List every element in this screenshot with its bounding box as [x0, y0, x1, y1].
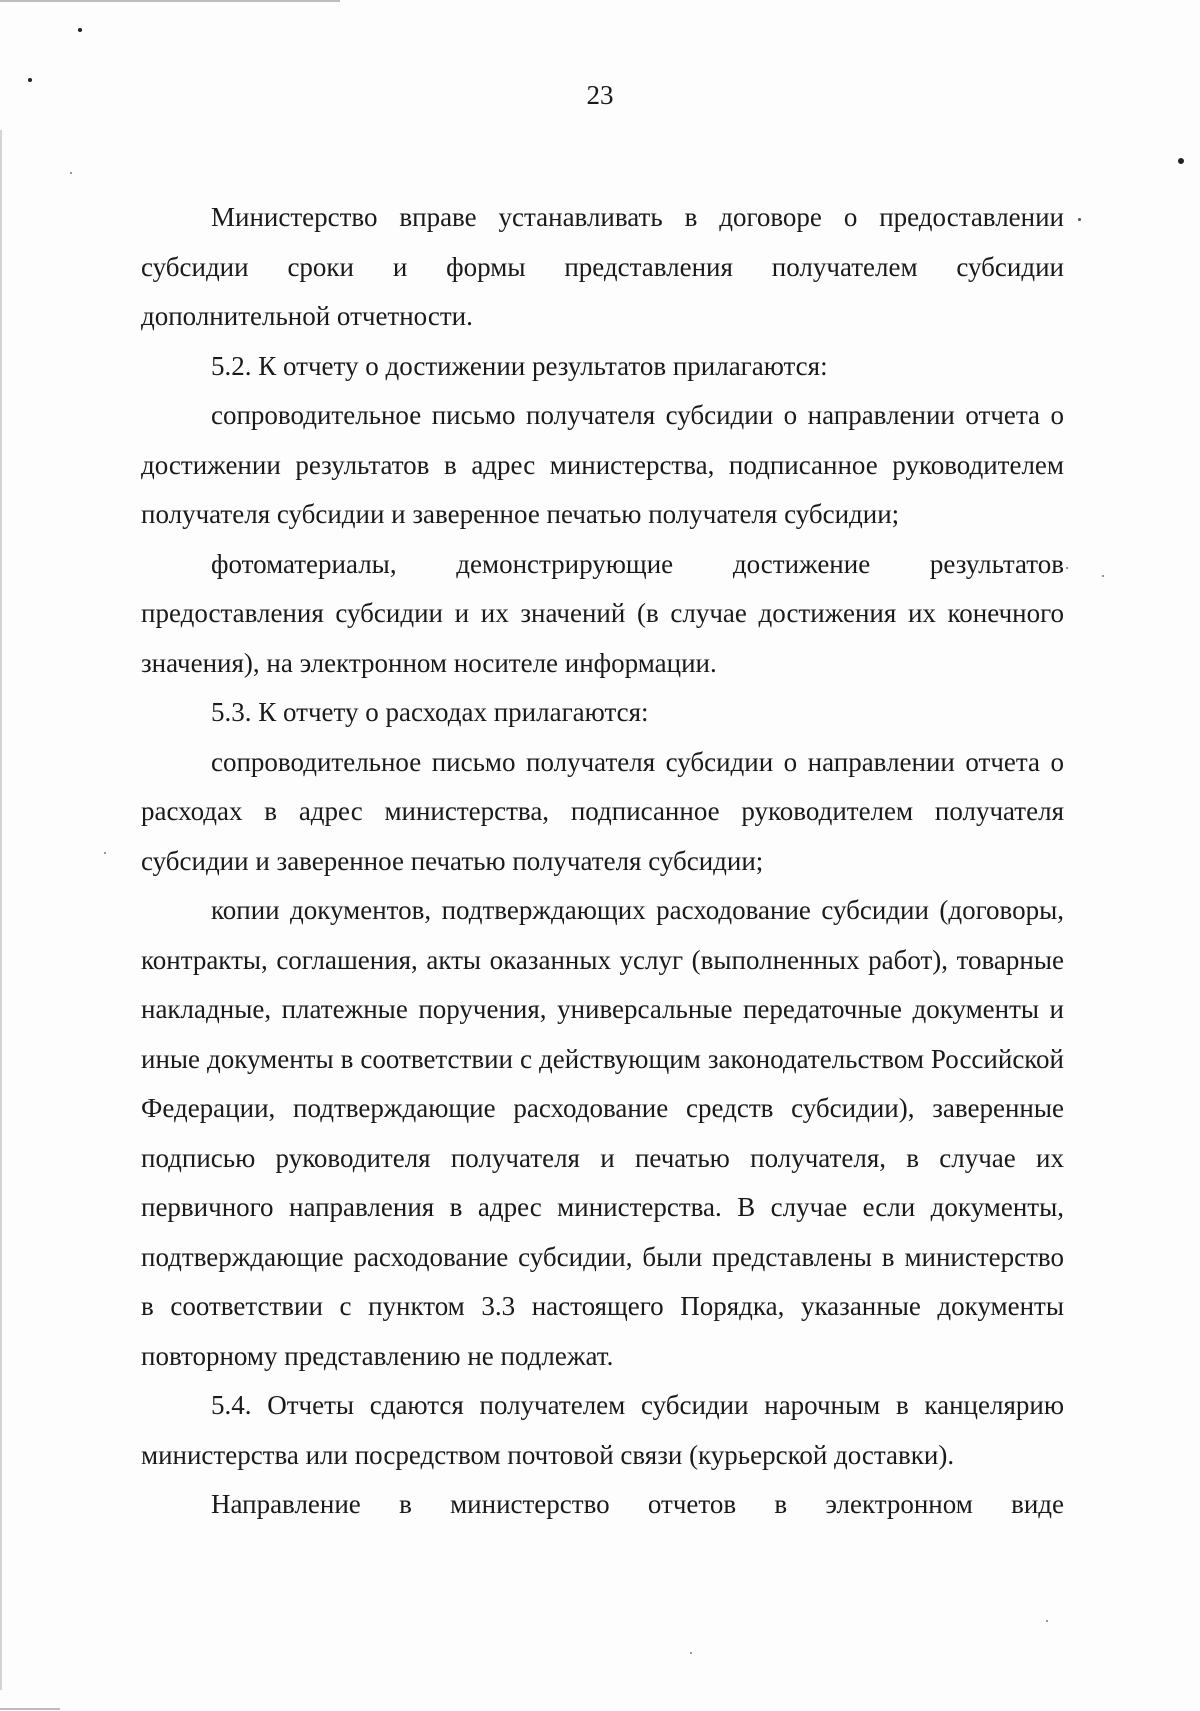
page-number: 23 [586, 80, 614, 110]
paragraph-additional-reporting: Министерство вправе устанавливать в договоре о предоставлении субсидии сроки и формы представления получателем субсидии дополнительной отчетности. [141, 202, 1064, 331]
paragraph-5-2-cover-letter: сопроводительное письмо получателя субсидии о направлении отчета о достижении результатов в адрес министерства, подписанное руководителем получателя субсидии и заверенное печатью получателя субсидии; [141, 400, 1064, 529]
scan-speck [1066, 567, 1068, 569]
scan-edge-top [0, 0, 340, 2]
paragraph-5-2-heading: 5.2. К отчету о достижении результатов прилагаются: [211, 350, 828, 381]
scan-speck [690, 1652, 692, 1654]
document-body [141, 193, 1064, 1530]
scan-speck [70, 172, 72, 174]
scan-edge-left [0, 130, 2, 1690]
scan-edge-bottom [0, 1708, 60, 1710]
paragraph-5-3-heading: 5.3. К отчету о расходах прилагаются: [211, 697, 649, 727]
scan-speck [104, 852, 106, 854]
paragraph-5-3-cover-letter: сопроводительное письмо получателя субсидии о направлении отчета о расходах в адрес министерства, подписанное руководителем получателя субсидии и заверенное печатью получателя субсидии; [141, 746, 1064, 876]
paragraph-electronic-submission: Направление в министерство отчетов в электронном виде [211, 1489, 1064, 1519]
scan-speck [1178, 158, 1184, 164]
paragraph-5-2-photo-materials: фотоматериалы, демонстрирующие достижение результатов предоставления субсидии и их значений (в случае достижения их конечного значения), на электронном носителе информации. [141, 548, 1064, 678]
scan-speck [1102, 575, 1104, 577]
scan-speck [1046, 1620, 1048, 1622]
scan-speck [1078, 218, 1081, 221]
paragraph-5-3-document-copies: копии документов, подтверждающих расходование субсидии (договоры, контракты, соглашения, акты оказанных услуг (выполненных работ), товарные накладные, платежные поручения, универсальные передаточные документы и иные документы в соответствии с действующим законодательством Российской Федерации, подтверждающие расходование средств субсидии), заверенные подписью руководителя получателя и печатью получателя, в случае их первичного направления в адрес министерства. В случае если документы, подтверждающие расходование субсидии, были представлены в министерство в соответствии с пунктом 3.3 настоящего Порядка, указанные документы повторному представлению не подлежат. [141, 895, 1064, 1371]
scan-speck [78, 28, 82, 32]
paragraph-5-4-submission: 5.4. Отчеты сдаются получателем субсидии нарочным в канцелярию министерства или посредством почтовой связи (курьерской доставки). [141, 1390, 1064, 1470]
